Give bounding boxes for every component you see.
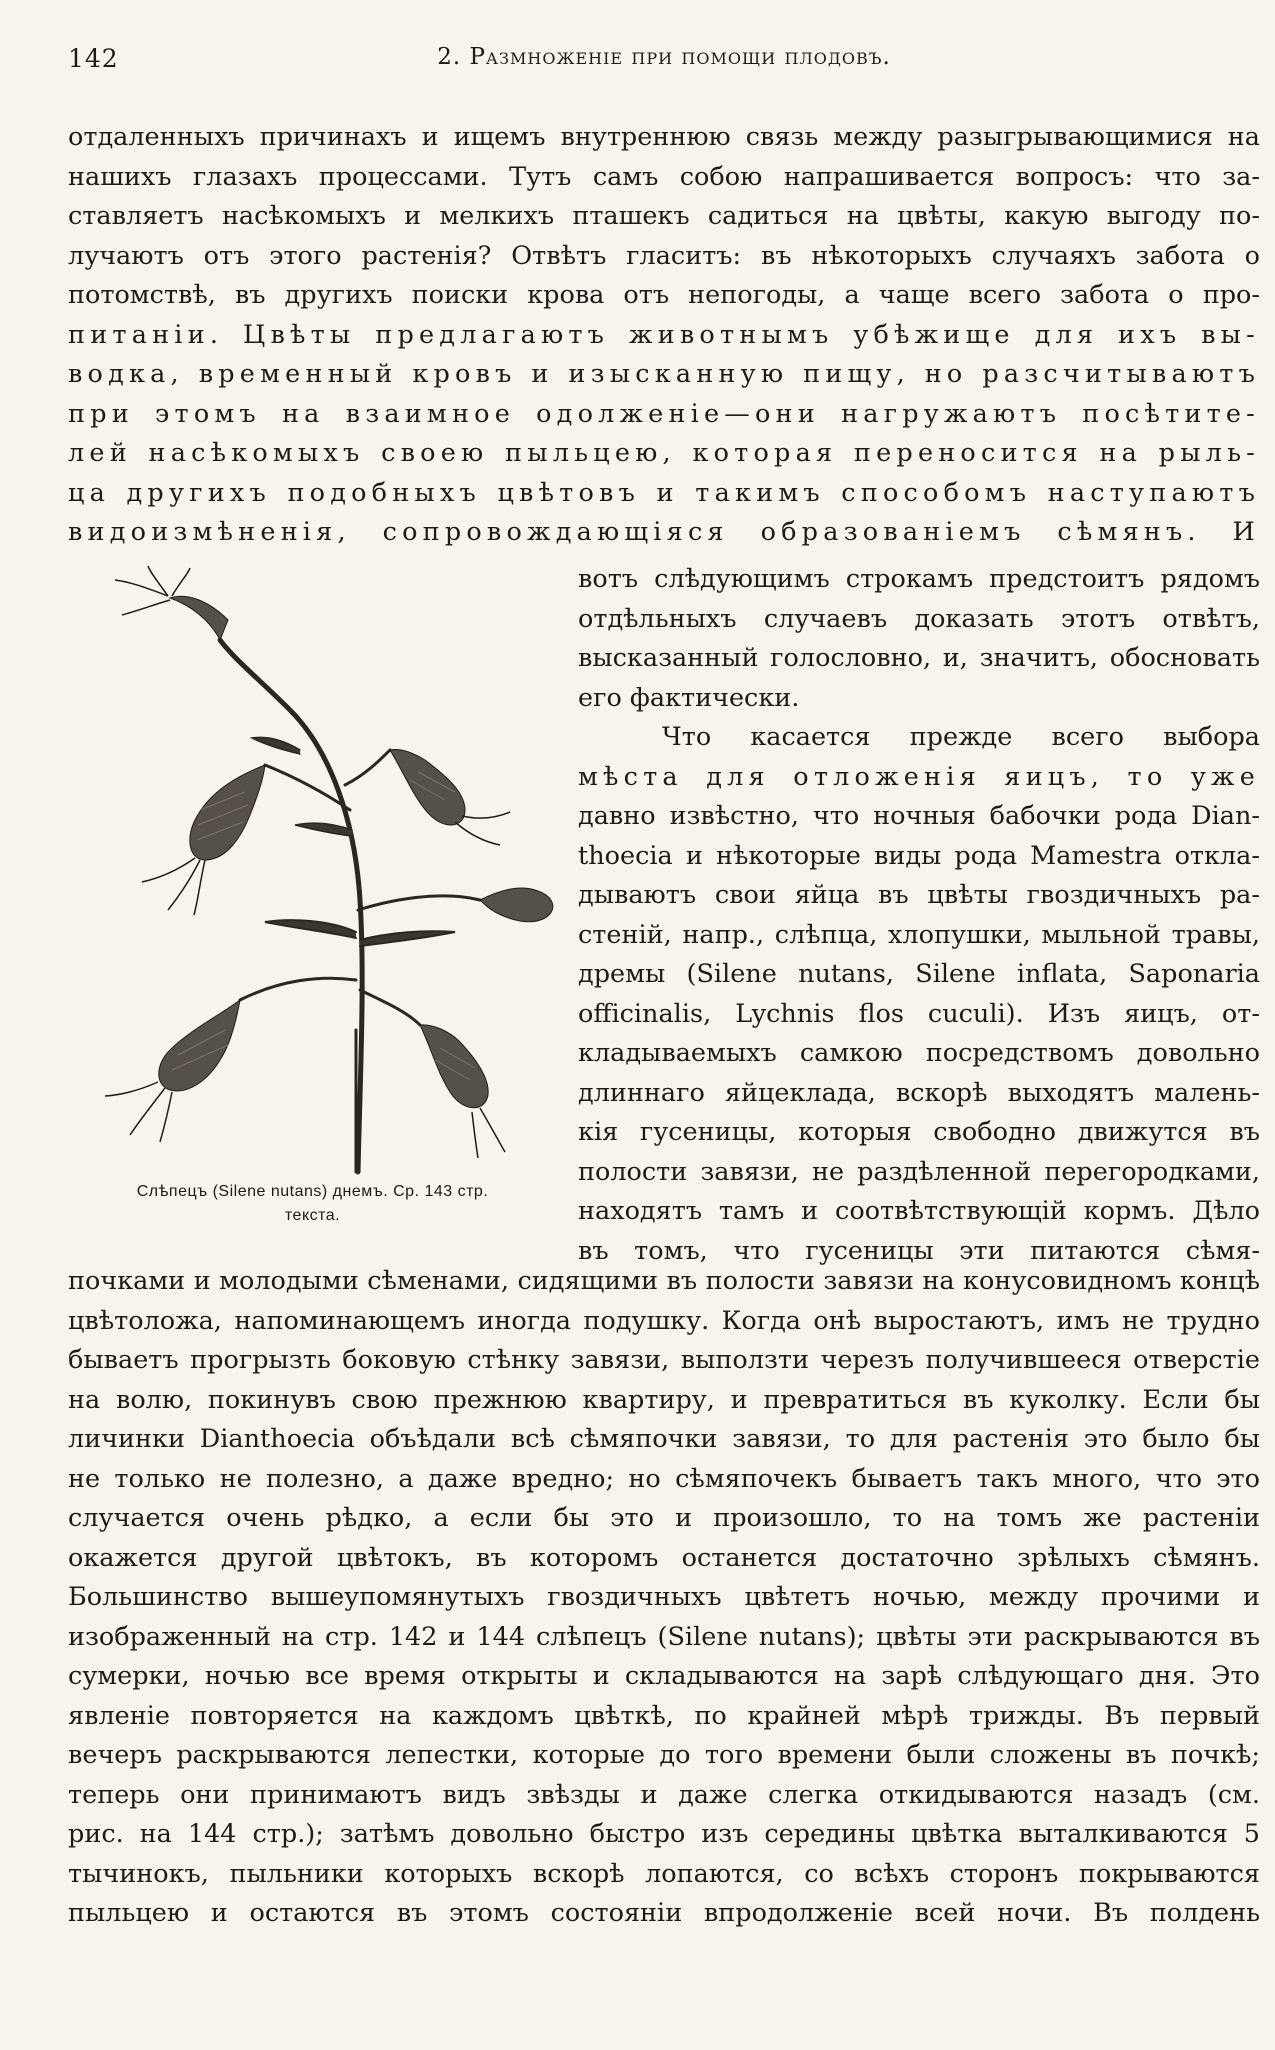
text-line: высказанный голословно, и, значитъ, обосновать xyxy=(578,643,1260,673)
text-line: бываетъ прогрызть боковую стѣнку завязи, выползти черезъ получившееся отверстіе xyxy=(68,1345,1260,1375)
paragraph-top xyxy=(68,118,1260,553)
text-line: длиннаго яйцеклада, вскорѣ выходятъ малень- xyxy=(578,1077,1260,1108)
text-line: при этомъ на взаимное одолженіе—они нагружаютъ посѣтите- xyxy=(68,398,1260,429)
text-line: водка, временный кровъ и изысканную пищу, но разсчитываютъ xyxy=(68,359,1260,389)
leaf xyxy=(265,920,356,938)
leaf xyxy=(360,931,455,946)
flower-bud xyxy=(170,596,228,640)
text-line: цвѣтоложа, напоминающемъ иногда подушку. Когда онѣ выростаютъ, имъ не трудно xyxy=(68,1305,1260,1336)
text-line: личинки Dianthoecia объѣдали всѣ сѣмяпочки завязи, то для растенія это было бы xyxy=(68,1424,1260,1454)
text-line: рис. на 144 стр.); затѣмъ довольно быстро изъ середины цвѣтка выталкиваются 5 xyxy=(68,1819,1260,1849)
text-line: Большинство вышеупомянутыхъ гвоздичныхъ цвѣтетъ ночью, между прочими и xyxy=(68,1582,1260,1612)
flower xyxy=(390,749,465,825)
flower xyxy=(480,888,553,922)
text-line: давно извѣстно, что ночныя бабочки рода Dian- xyxy=(578,801,1260,831)
paragraph-bottom xyxy=(68,1262,1260,1934)
text-line: потомствѣ, въ другихъ поиски крова отъ непогоды, а чаще всего забота о про- xyxy=(68,280,1260,310)
leaf xyxy=(252,737,300,754)
text-line: теперь они принимаютъ видъ звѣзды и даже слегка откидываются назадъ (см. xyxy=(68,1779,1260,1810)
text-line: отдаленныхъ причинахъ и ищемъ внутреннюю связь между разыгрывающимися на xyxy=(68,122,1260,152)
text-line: почками и молодыми сѣменами, сидящими въ полости завязи на конусовидномъ концѣ xyxy=(68,1266,1260,1296)
paragraph-side xyxy=(578,560,1260,1271)
text-line: явленіе повторяется на каждомъ цвѣткѣ, по крайней мѣрѣ трижды. Въ первый xyxy=(68,1700,1260,1731)
text-line: отдѣльныхъ случаевъ доказать этотъ отвѣтъ, xyxy=(578,603,1260,634)
figure-caption xyxy=(60,1180,565,1228)
text-line: питаніи. Цвѣты предлагаютъ животнымъ убѣжище для ихъ вы- xyxy=(68,319,1260,350)
flower xyxy=(190,765,265,860)
branch xyxy=(360,990,420,1025)
text-line: не только не полезно, а даже вредно; но сѣмяпочекъ бываетъ такъ много, что это xyxy=(68,1463,1260,1494)
text-line: вотъ слѣдующимъ строкамъ предстоитъ рядомъ xyxy=(578,564,1260,594)
text-line: дываютъ свои яйца въ цвѣты гвоздичныхъ ра- xyxy=(578,880,1260,910)
text-line: изображенный на стр. 142 и 144 слѣпецъ (Silene nutans); цвѣты эти раскрываются въ xyxy=(68,1621,1260,1652)
text-line: сумерки, ночью все время открыты и складываются на зарѣ слѣдующаго дня. Это xyxy=(68,1661,1260,1691)
text-line: на волю, покинувъ свою прежнюю квартиру, и превратиться въ куколку. Если бы xyxy=(68,1384,1260,1415)
text-line: лей насѣкомыхъ своею пыльцею, которая переносится на рыль- xyxy=(68,438,1260,468)
page-header xyxy=(68,44,1260,84)
text-line: ца другихъ подобныхъ цвѣтовъ и такимъ способомъ наступаютъ xyxy=(68,477,1260,508)
flower xyxy=(420,1025,488,1108)
branch xyxy=(345,750,390,785)
running-title: 2. Размноженіе при помощи плодовъ. xyxy=(437,44,891,70)
caption-line: текста. xyxy=(284,1207,341,1224)
leaf xyxy=(295,823,352,836)
text-line: находятъ тамъ и соотвѣтствующій кормъ. Дѣло xyxy=(578,1196,1260,1226)
text-line: Что касается прежде всего выбора xyxy=(662,722,1260,752)
text-line: видоизмѣненія, сопровождающіяся образованіемъ сѣмянъ. И xyxy=(68,517,1260,547)
text-line: въ томъ, что гусеницы эти питаются сѣмя- xyxy=(578,1235,1260,1266)
text-line: полости завязи, не раздѣленной перегородками, xyxy=(578,1156,1260,1187)
text-line: его фактически. xyxy=(578,682,800,713)
text-line: кладываемыхъ самкою посредствомъ довольно xyxy=(578,1038,1260,1068)
text-line: thoecia и нѣкоторые виды рода Mamestra откла- xyxy=(578,840,1260,871)
branch xyxy=(358,896,480,910)
text-line: тычинокъ, пыльники которыхъ вскорѣ лопаются, со всѣхъ сторонъ покрываются xyxy=(68,1858,1260,1889)
text-line: стеній, напр., слѣпца, хлопушки, мыльной травы, xyxy=(578,919,1260,950)
silene-nutans-illustration xyxy=(60,560,565,1180)
text-line: дремы (Silene nutans, Silene inflata, Saponaria xyxy=(578,959,1260,989)
plant-stem xyxy=(220,640,362,1172)
text-line: нашихъ глазахъ процессами. Тутъ самъ собою напрашивается вопросъ: что за- xyxy=(68,161,1260,192)
page-number: 142 xyxy=(68,44,119,73)
text-line: окажется другой цвѣтокъ, въ которомъ останется достаточно зрѣлыхъ сѣмянъ. xyxy=(68,1542,1260,1573)
text-line: случается очень рѣдко, а если бы это и произошло, то на томъ же растеніи xyxy=(68,1503,1260,1533)
text-line: пыльцею и остаются въ этомъ состояніи впродолженіе всей ночи. Въ полдень xyxy=(68,1898,1260,1928)
caption-line: Слѣпецъ (Silene nutans) днемъ. Ср. 143 стр. xyxy=(136,1183,489,1200)
text-line: лучаютъ отъ этого растенія? Отвѣтъ гласитъ: въ нѣкоторыхъ случаяхъ забота о xyxy=(68,240,1260,271)
figure xyxy=(60,560,565,1180)
branch xyxy=(240,978,356,1000)
text-line: ставляетъ насѣкомыхъ и мелкихъ пташекъ садиться на цвѣты, какую выгоду по- xyxy=(68,201,1260,231)
text-line: кія гусеницы, которыя свободно движутся въ xyxy=(578,1117,1260,1147)
text-line: мѣста для отложенія яицъ, то уже xyxy=(578,761,1260,792)
text-line: вечеръ раскрываются лепестки, которые до того времени были сложены въ почкѣ; xyxy=(68,1740,1260,1770)
text-line: officinalis, Lychnis flos cuculi). Изъ яицъ, от- xyxy=(578,998,1260,1029)
